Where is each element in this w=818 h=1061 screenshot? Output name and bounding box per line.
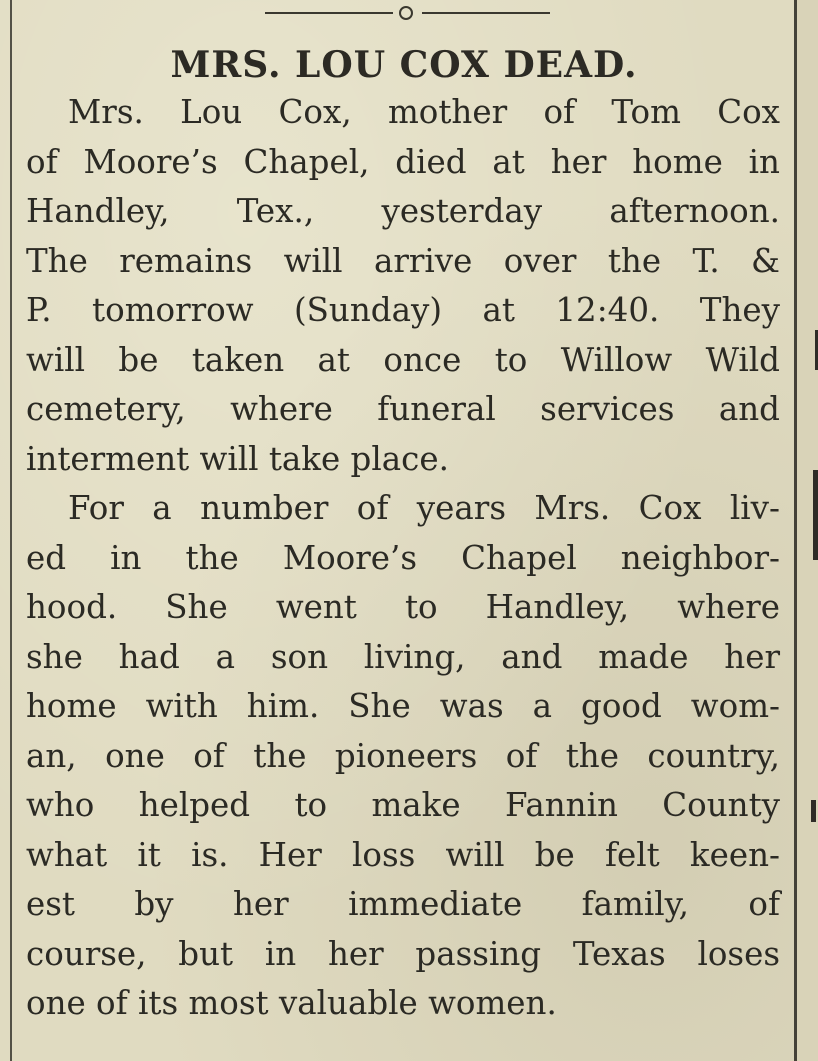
column-rule-left (10, 0, 12, 1061)
text-line: course, but in her passing Texas loses (26, 934, 780, 973)
text-line: who helped to make Fannin County (26, 786, 780, 824)
text-line: cemetery, where funeral services and (26, 390, 780, 428)
paragraph-2 (26, 484, 780, 1029)
text-line: est by her immediate family, of (26, 885, 780, 923)
text-line: home with him. She was a good wom- (26, 687, 780, 725)
text-line: one of its most valuable women. (26, 984, 557, 1022)
text-line: P. tomorrow (Sunday) at 12:40. They (26, 291, 780, 329)
text-line: of Moore’s Chapel, died at her home in (26, 142, 780, 181)
text-line: an, one of the pioneers of the country, (26, 736, 780, 775)
edge-mark (811, 800, 816, 822)
text-line: interment will take place. (26, 439, 449, 478)
text-line: hood. She went to Handley, where (26, 588, 780, 626)
text-line: she had a son living, and made her (26, 637, 780, 676)
text-line: The remains will arrive over the T. & (26, 241, 780, 280)
separator-line-right (422, 12, 550, 14)
separator-circle (399, 6, 413, 20)
article-headline: MRS. LOU COX DEAD. (170, 44, 638, 86)
text-line: will be taken at once to Willow Wild (26, 340, 780, 379)
edge-mark (813, 470, 818, 560)
adjacent-column-edge (797, 0, 818, 1061)
text-line: what it is. Her loss will be felt keen- (26, 835, 780, 874)
text-line: ed in the Moore’s Chapel neighbor- (26, 538, 780, 577)
separator-ornament (265, 5, 550, 21)
text-line: For a number of years Mrs. Cox liv- (68, 489, 780, 527)
text-line: Handley, Tex., yesterday afternoon. (26, 192, 780, 230)
text-line: Mrs. Lou Cox, mother of Tom Cox (68, 93, 780, 131)
article-body (26, 88, 780, 1029)
paragraph-1 (26, 88, 780, 484)
separator-line-left (265, 12, 393, 14)
